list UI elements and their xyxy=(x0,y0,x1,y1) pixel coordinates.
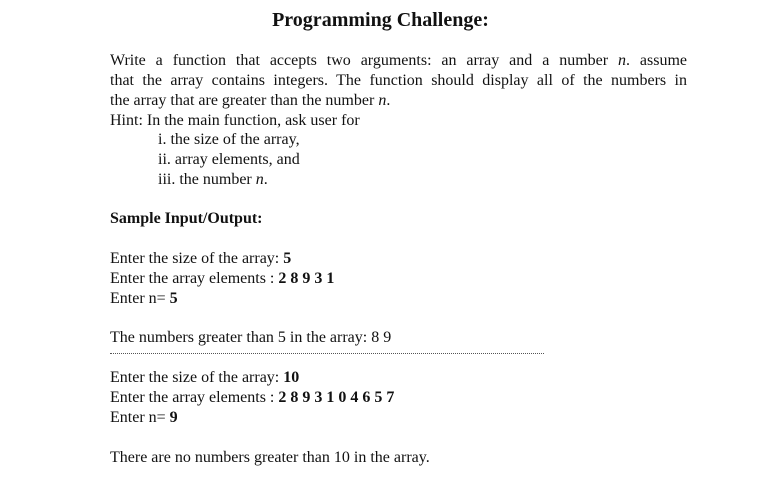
input-value: 5 xyxy=(283,250,292,267)
description-text: . assume xyxy=(625,52,687,69)
page-title: Programming Challenge: xyxy=(272,9,489,31)
example1-elements-line xyxy=(110,269,334,289)
example2-n-line xyxy=(110,408,178,428)
input-value: 2 8 9 3 1 xyxy=(278,270,335,287)
description-line-1 xyxy=(110,51,687,71)
description-text: Write a function that accepts two arguments: an array and a number xyxy=(110,52,618,69)
description-line-3 xyxy=(110,91,390,111)
prompt-text: Enter the size of the array: xyxy=(110,250,284,267)
example2-elements-line xyxy=(110,388,394,408)
dotted-separator xyxy=(110,353,544,354)
example1-result: The numbers greater than 5 in the array: 8 9 xyxy=(110,329,392,346)
prompt-text: Enter n= xyxy=(110,290,170,307)
hint-intro: Hint: In the main function, ask user for xyxy=(110,112,360,129)
variable-n: n xyxy=(378,92,387,109)
input-value: 9 xyxy=(169,409,178,426)
prompt-text: Enter the size of the array: xyxy=(110,369,284,386)
prompt-text: Enter the array elements : xyxy=(110,270,279,287)
hint-item-1: i. the size of the array, xyxy=(158,131,300,148)
hint-text: iii. the number xyxy=(158,171,256,188)
example1-n-line xyxy=(110,289,178,309)
input-value: 10 xyxy=(283,369,300,386)
description-text: . xyxy=(386,92,391,109)
input-value: 2 8 9 3 1 0 4 6 5 7 xyxy=(278,389,395,406)
hint-item-3 xyxy=(158,170,268,190)
example1-size-line xyxy=(110,249,291,269)
description-text: the array that are greater than the number xyxy=(110,92,379,109)
variable-n: n xyxy=(617,52,626,69)
sample-heading: Sample Input/Output: xyxy=(110,210,263,227)
example2-size-line xyxy=(110,368,299,388)
example2-result: There are no numbers greater than 10 in the array. xyxy=(110,449,430,466)
hint-item-2: ii. array elements, and xyxy=(158,151,300,168)
variable-n: n xyxy=(255,171,264,188)
input-value: 5 xyxy=(169,290,178,307)
prompt-text: Enter the array elements : xyxy=(110,389,279,406)
hint-text: . xyxy=(263,171,268,188)
prompt-text: Enter n= xyxy=(110,409,170,426)
description-line-2: that the array contains integers. The function should display all of the numbers in xyxy=(110,72,687,89)
